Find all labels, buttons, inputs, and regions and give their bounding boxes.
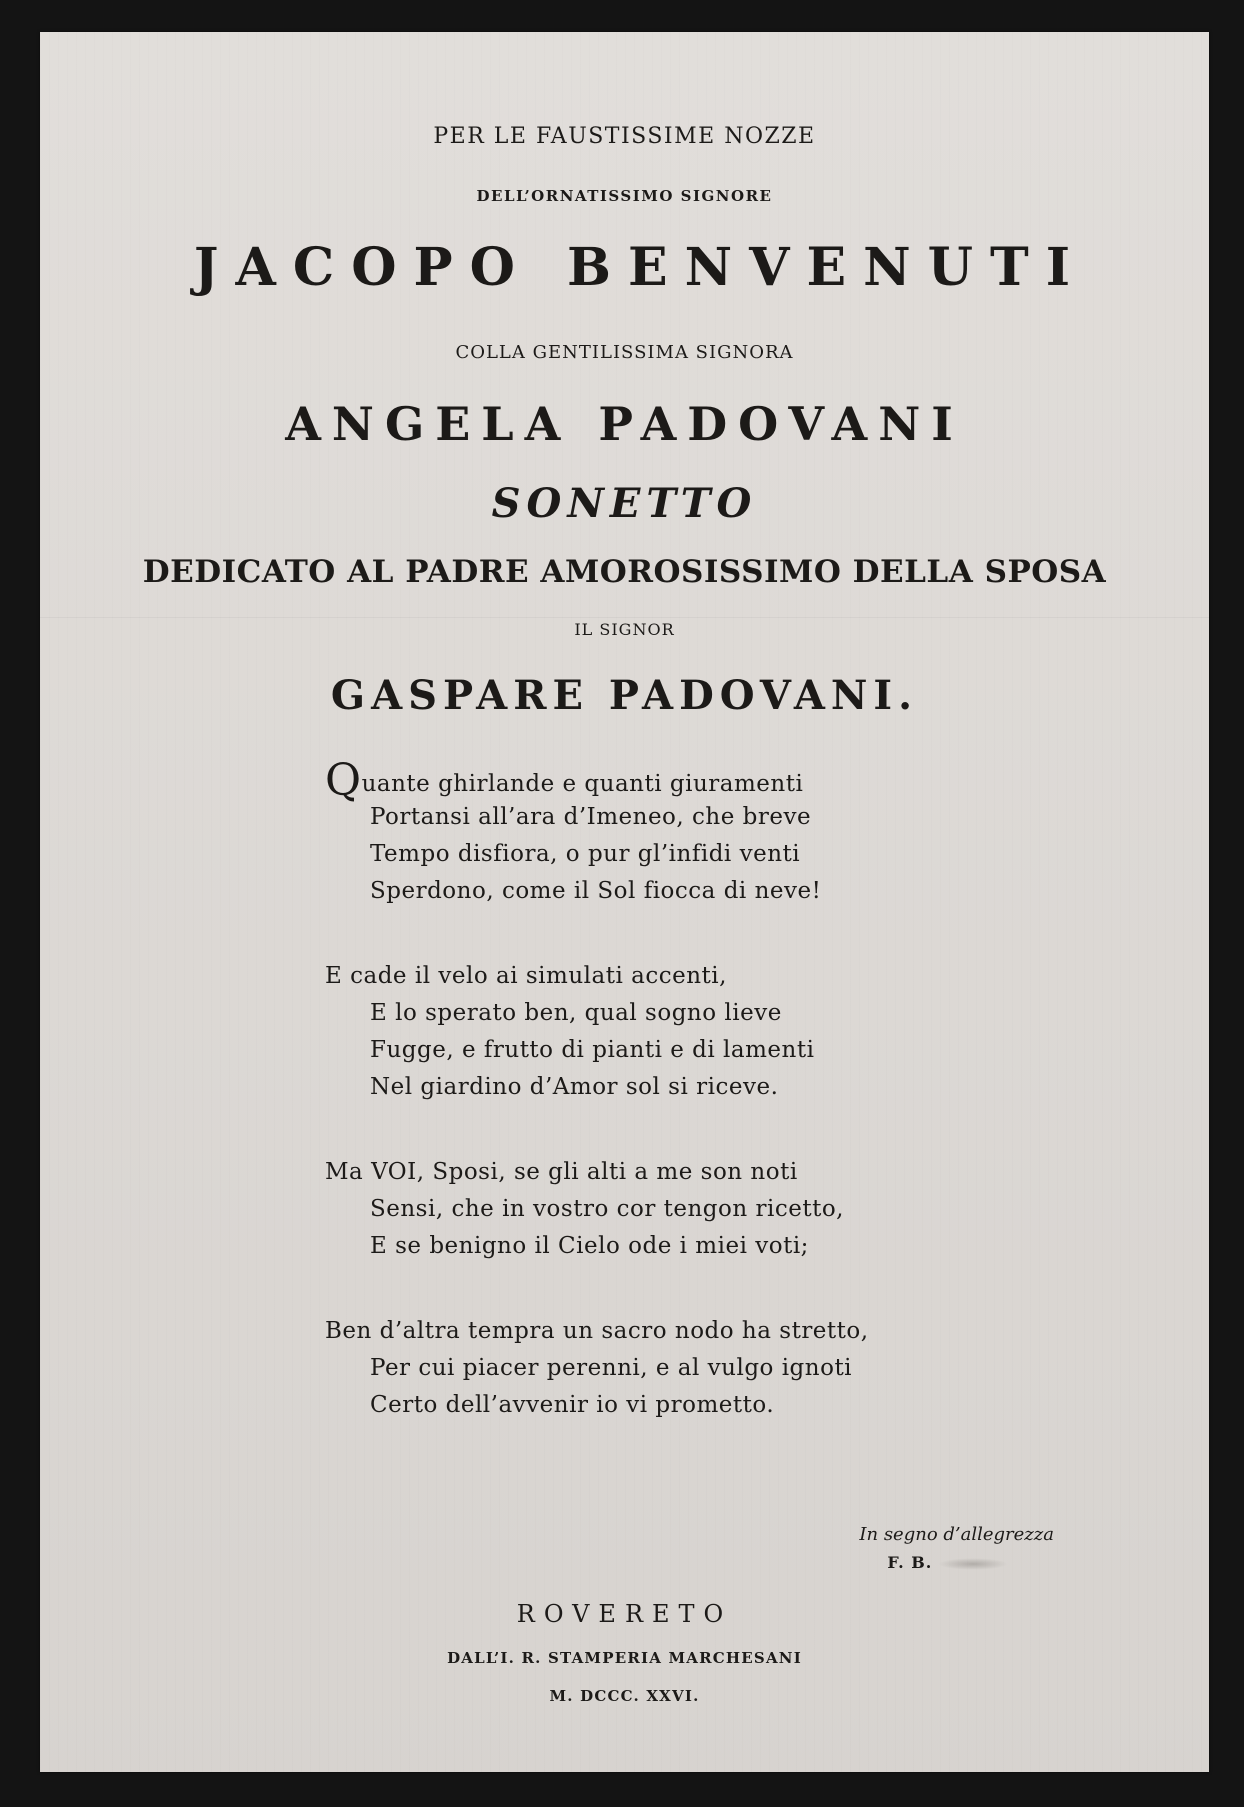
father-name: GASPARE PADOVANI. [330,672,919,719]
verse-line: Sperdono, come il Sol fiocca di neve! [370,878,822,904]
stanza-2 [325,958,945,1106]
ink-smudge [938,1558,1008,1570]
broadside-sheet [40,32,1209,1772]
imprint-year: M. DCCC. XXVI. [549,1687,700,1705]
imprint-printer: DALL’I. R. STAMPERIA MARCHESANI [447,1649,802,1667]
verse-line [325,755,945,806]
stanza-3 [325,1154,945,1265]
verse-line: Ben d’altra tempra un sacro nodo ha stretto, [325,1318,869,1344]
drop-cap: Q [325,755,362,806]
stanza-1 [325,755,945,910]
imprint-city: ROVERETO [516,1600,733,1628]
verse-line: E cade il velo ai simulati accenti, [325,963,727,989]
signoff [859,1524,1054,1572]
author-initials-row [859,1553,1054,1572]
heading-line-1: PER LE FAUSTISSIME NOZZE [433,124,816,149]
heading-line-4: IL SIGNOR [574,620,675,639]
verse-line: Nel giardino d’Amor sol si riceve. [370,1074,779,1100]
verse-line: Sensi, che in vostro cor tengon ricetto, [370,1196,844,1222]
verse-line: Fugge, e frutto di pianti e di lamenti [370,1037,815,1063]
signoff-phrase: In segno d’allegrezza [859,1524,1054,1545]
verse-line: Per cui piacer perenni, e al vulgo ignoti [370,1355,853,1381]
verse-line: Tempo disfiora, o pur gl’infidi venti [370,841,801,867]
verse-line: Portansi all’ara d’Imeneo, che breve [370,804,812,830]
verse-line: E se benigno il Cielo ode i miei voti; [370,1233,809,1259]
verse-line: Ma VOI, Sposi, se gli alti a me son noti [325,1159,798,1185]
verse-line: Certo dell’avvenir io vi prometto. [370,1392,775,1418]
genre-title: SONETTO [491,480,758,527]
sonnet-body [325,755,945,1472]
stanza-4 [325,1313,945,1424]
bride-name: ANGELA PADOVANI [285,397,964,451]
groom-name: JACOPO BENVENUTI [193,237,1088,298]
author-initials: F. B. [887,1553,933,1572]
verse-text: uante ghirlande e quanti giuramenti [361,771,804,797]
heading-line-2: DELL’ORNATISSIMO SIGNORE [476,187,773,205]
heading-line-3: COLLA GENTILISSIMA SIGNORA [455,342,794,363]
dedication-line: DEDICATO AL PADRE AMOROSISSIMO DELLA SPOSA [142,554,1107,590]
verse-line: E lo sperato ben, qual sogno lieve [370,1000,782,1026]
paper-fold [40,617,1209,618]
